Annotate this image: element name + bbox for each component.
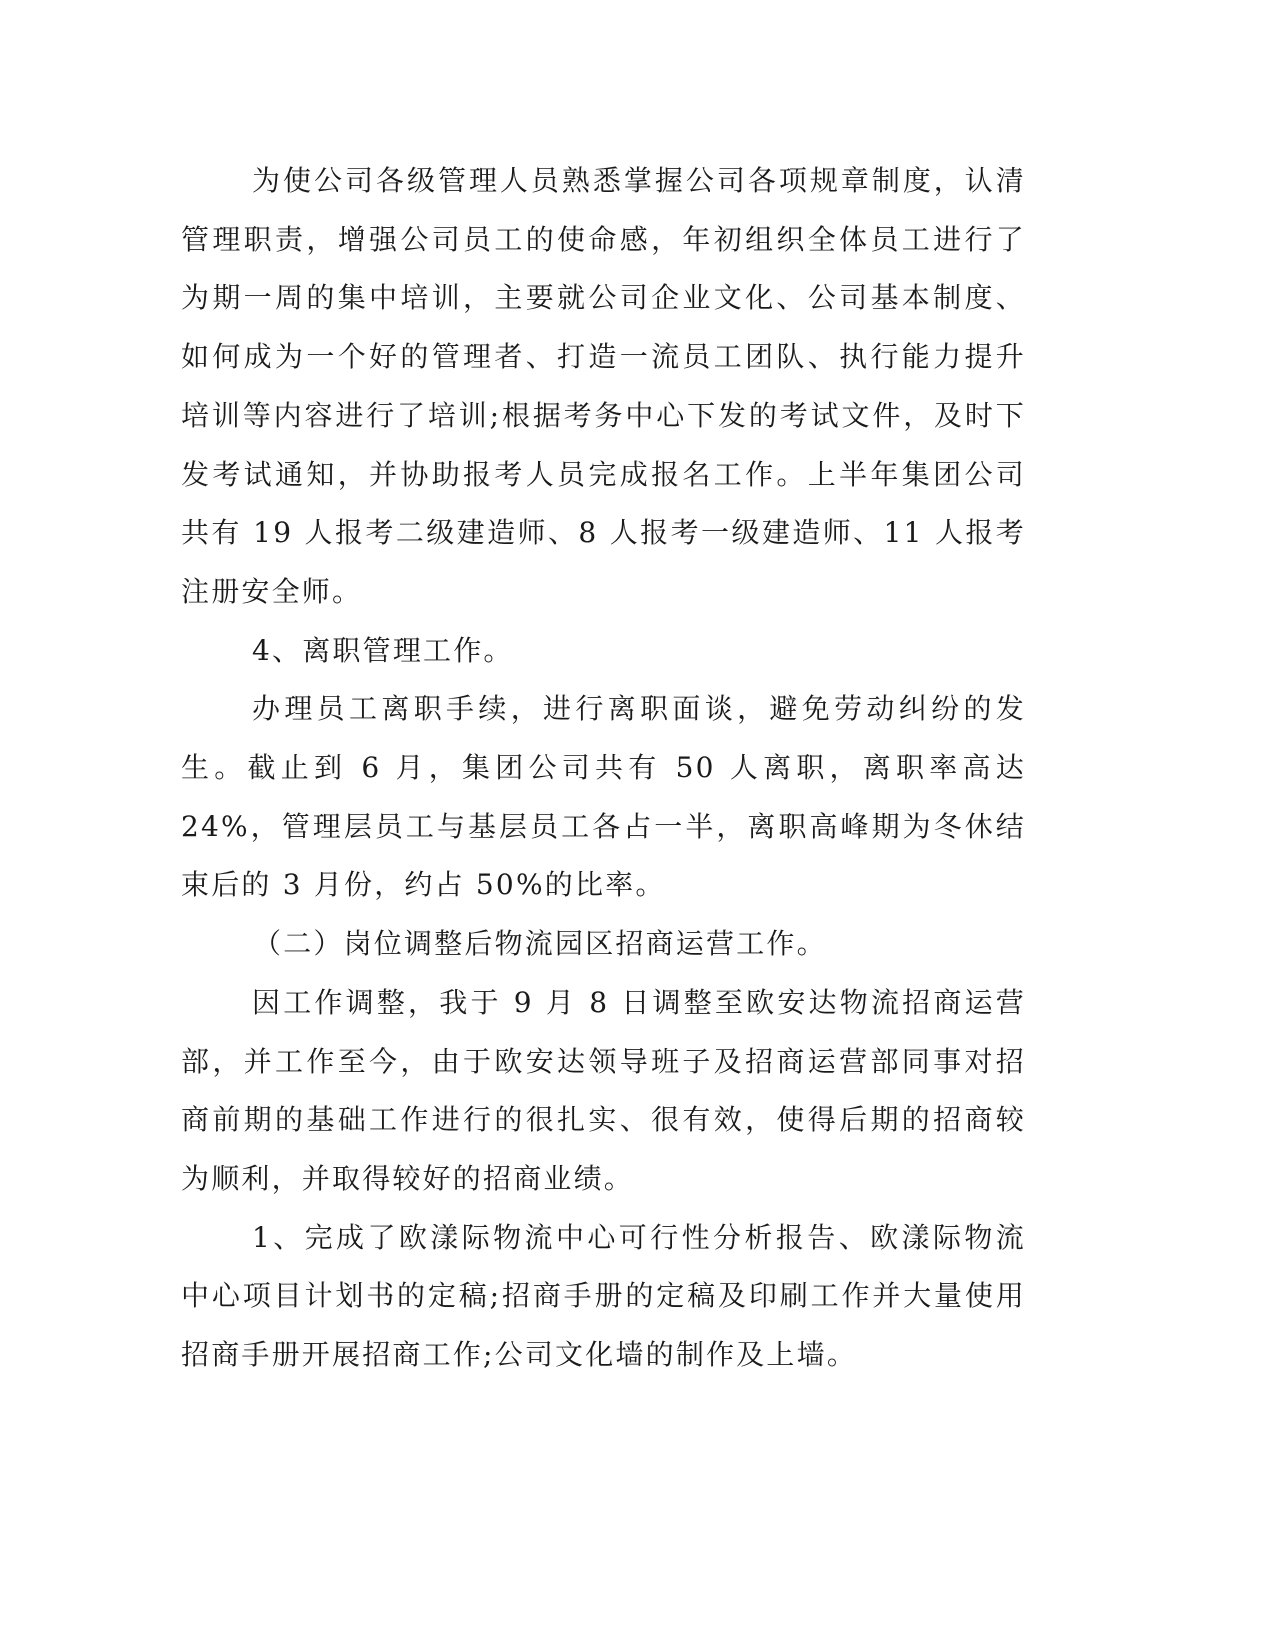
document-page (181, 152, 1026, 1385)
paragraph-training: 为使公司各级管理人员熟悉掌握公司各项规章制度，认清管理职责，增强公司员工的使命感，年初组织全体员工进行了为期一周的集中培训，主要就公司企业文化、公司基本制度、如何成为一个好的管理者、打造一流员工团队、执行能力提升培训等内容进行了培训;根据考务中心下发的考试文件，及时下发考试通知，并协助报考人员完成报名工作。上半年集团公司共有 19 人报考二级建造师、8 人报考一级建造师、11 人报考注册安全师。 (181, 164, 1026, 608)
heading-resignation-management: 4、离职管理工作。 (252, 633, 514, 667)
heading-logistics-park: （二）岗位调整后物流园区招商运营工作。 (253, 927, 827, 961)
paragraph-resignation: 办理员工离职手续，进行离职面谈，避免劳动纠纷的发生。截止到 6 月，集团公司共有 50 人离职，离职率高达 24%，管理层员工与基层员工各占一半，离职高峰期为冬休结束后的 3 月份，约占 50%的比率。 (181, 692, 1026, 902)
paragraph-job-adjustment: 因工作调整，我于 9 月 8 日调整至欧安达物流招商运营部，并工作至今，由于欧安达领导班子及招商运营部同事对招商前期的基础工作进行的很扎实、很有效，使得后期的招商较为顺利，并取得较好的招商业绩。 (181, 985, 1026, 1195)
paragraph-completed-work: 1、完成了欧漾际物流中心可行性分析报告、欧漾际物流中心项目计划书的定稿;招商手册的定稿及印刷工作并大量使用招商手册开展招商工作;公司文化墙的制作及上墙。 (181, 1220, 1026, 1372)
